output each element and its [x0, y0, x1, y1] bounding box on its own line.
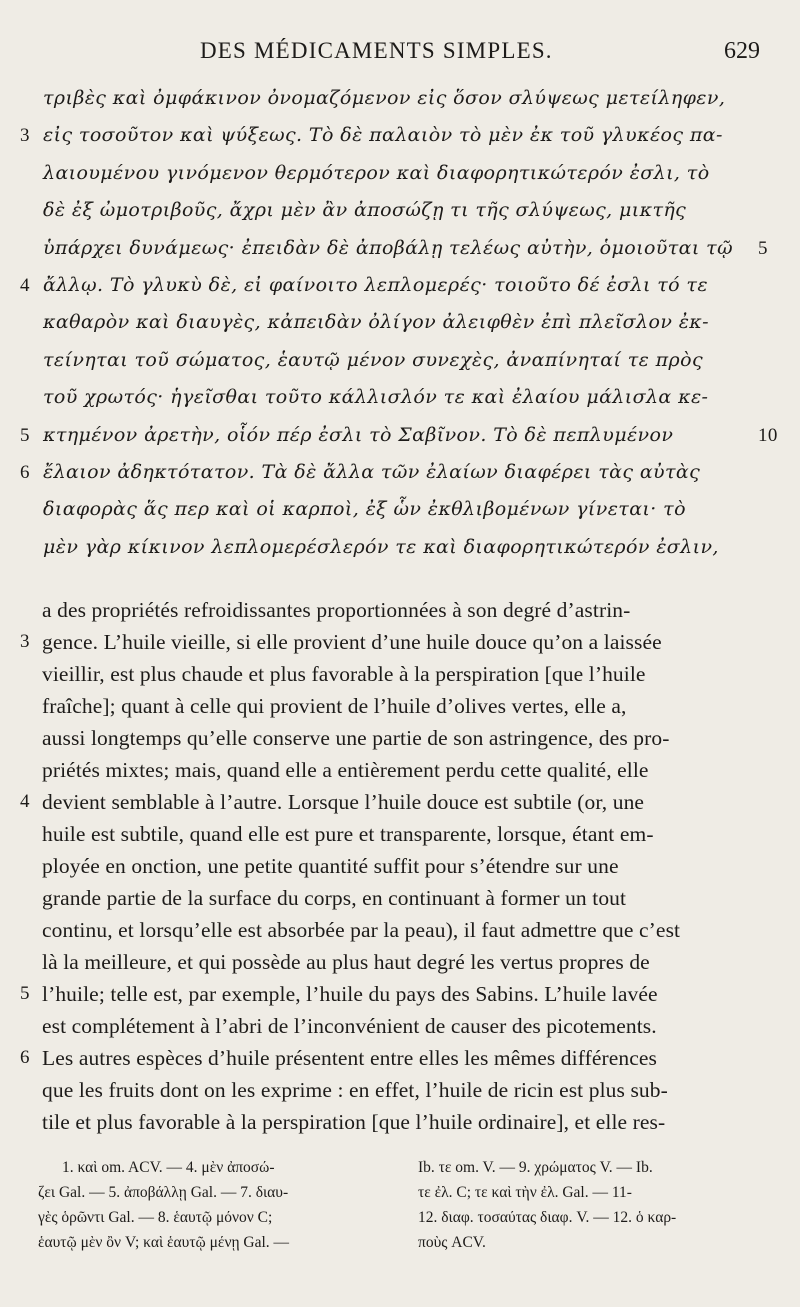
line-text: là la meilleure, et qui possède au plus haut degré les vertus propres de — [42, 950, 650, 974]
text-line — [20, 626, 770, 658]
line-text: τοῦ χρωτός· ἡγεῖσθαι τοῦτο κάλλισλόν τε καὶ ἐλαίου μάλισλα κε- — [43, 386, 709, 409]
footnote-line: ζει Gal. — 5. ἀποβάλλῃ Gal. — 7. διαυ- — [38, 1184, 289, 1201]
footnote-line: Ib. τε om. V. — 9. χρώματος V. — Ib. — [418, 1159, 653, 1176]
section-number: 3 — [20, 631, 30, 652]
text-line — [40, 818, 770, 850]
line-text: τείνηται τοῦ σώματος, ἑαυτῷ μένον συνεχὲς, ἀναπίνηταί τε πρὸς — [43, 348, 704, 371]
text-line — [40, 80, 770, 117]
line-count-number: 10 — [758, 424, 778, 446]
page-header — [200, 38, 760, 70]
text-line — [20, 786, 770, 818]
text-line — [20, 454, 770, 491]
line-text: ἄλλῳ. Τὸ γλυκὺ δὲ, εἰ φαίνοιτο λεπλομερές· τοιοῦτο δέ ἐσλι τό τε — [43, 273, 708, 296]
text-line — [40, 304, 770, 341]
text-line — [40, 155, 770, 192]
line-text: διαφορὰς ἅς περ καὶ οἱ καρποὶ, ἐξ ὧν ἐκθλιβομένων γίνεται· τὸ — [43, 498, 686, 521]
text-line — [40, 1010, 770, 1042]
section-number: 4 — [20, 791, 30, 812]
text-line — [40, 230, 770, 267]
line-text: καθαρὸν καὶ διαυγὲς, κἀπειδὰν ὀλίγον ἀλειφθὲν ἐπὶ πλεῖσλον ἐκ- — [43, 311, 709, 334]
line-text: μὲν γὰρ κίκινον λεπλομερέσλερόν τε καὶ διαφορητικώτερόν ἐσλιν, — [43, 535, 719, 558]
line-text: ὑπάρχει δυνάμεως· ἐπειδὰν δὲ ἀποβάλῃ τελέως αὐτὴν, ὁμοιοῦται τῷ — [43, 236, 733, 259]
footnote-line: ἑαυτῷ μὲν ὂν V; καὶ ἑαυτῷ μένῃ Gal. — — [38, 1234, 290, 1251]
footnote-line: τε ἐλ. C; τε καὶ τὴν ἐλ. Gal. — 11- — [418, 1184, 632, 1201]
footnotes-column-left — [38, 1155, 363, 1255]
line-text: huile est subtile, quand elle est pure et transparente, lorsque, étant em- — [42, 822, 654, 846]
line-text: fraîche]; quant à celle qui provient de l’huile d’olives vertes, elle a, — [42, 694, 627, 718]
section-number: 5 — [20, 983, 30, 1004]
text-line — [40, 342, 770, 379]
line-text: Les autres espèces d’huile présentent entre elles les mêmes différences — [42, 1046, 658, 1070]
line-text: κτημένον ἀρετὴν, οἷόν πέρ ἐσλι τὸ Σαβῖνον. Τὸ δὲ πεπλυμένον — [43, 423, 674, 446]
text-line — [40, 914, 770, 946]
text-line — [40, 1106, 770, 1138]
footnote-line: γὲς ὁρῶντι Gal. — 8. ἑαυτῷ μόνον C; — [38, 1209, 273, 1226]
text-line — [40, 594, 770, 626]
line-text: tile et plus favorable à la perspiration [que l’huile ordinaire], et elle res- — [42, 1110, 666, 1134]
french-translation — [20, 594, 770, 1138]
text-line — [20, 417, 778, 454]
line-text: devient semblable à l’autre. Lorsque l’huile douce est subtile (or, une — [42, 790, 645, 814]
line-text: continu, et lorsqu’elle est absorbée par la peau), il faut admettre que c’est — [42, 918, 681, 942]
text-line — [40, 491, 770, 528]
line-text: grande partie de la surface du corps, en continuant à former un tout — [42, 886, 627, 910]
line-text: a des propriétés refroidissantes proportionnées à son degré d’astrin- — [42, 598, 631, 622]
text-line — [40, 850, 770, 882]
greek-text — [20, 80, 778, 566]
footnote-line: 1. καὶ om. ACV. — 4. μὲν ἀποσώ- — [62, 1159, 275, 1176]
line-text: est complétement à l’abri de l’inconvénient de causer des picotements. — [42, 1014, 657, 1038]
line-text: l’huile; telle est, par exemple, l’huile du pays des Sabins. L’huile lavée — [42, 982, 658, 1006]
line-text: λαιουμένου γινόμενον θερμότερον καὶ διαφορητικώτερόν ἐσλι, τὸ — [43, 161, 710, 184]
section-number: 6 — [20, 1047, 30, 1068]
footnotes-column-right — [418, 1155, 758, 1255]
text-line — [20, 267, 770, 304]
line-count-number: 5 — [758, 237, 768, 259]
text-line — [40, 722, 770, 754]
line-text: εἰς τοσοῦτον καὶ ψύξεως. Τὸ δὲ παλαιὸν τὸ μὲν ἐκ τοῦ γλυκέος πα- — [43, 124, 723, 147]
text-line — [40, 946, 770, 978]
line-text: ployée en onction, une petite quantité suffit pour s’étendre sur une — [42, 854, 619, 878]
line-text: gence. L’huile vieille, si elle provient d’une huile douce qu’on a laissée — [42, 630, 662, 654]
text-line — [40, 754, 770, 786]
section-number: 4 — [20, 274, 30, 296]
section-number: 6 — [20, 461, 30, 483]
page-number: 629 — [724, 38, 760, 64]
text-line — [40, 192, 770, 229]
section-number: 5 — [20, 424, 30, 446]
text-line — [40, 882, 770, 914]
running-title: DES MÉDICAMENTS SIMPLES. — [200, 38, 553, 63]
line-text: aussi longtemps qu’elle conserve une partie de son astringence, des pro- — [42, 726, 670, 750]
section-number: 3 — [20, 125, 30, 147]
footnote-line: 12. διαφ. τοσαύτας διαφ. V. — 12. ὁ καρ- — [418, 1209, 677, 1226]
line-text: que les fruits dont on les exprime : en effet, l’huile de ricin est plus sub- — [42, 1078, 668, 1102]
text-line — [40, 690, 770, 722]
text-line — [20, 978, 770, 1010]
footnote-line: ποὺς ACV. — [418, 1234, 486, 1251]
line-text: ἔλαιον ἀδηκτότατον. Τὰ δὲ ἄλλα τῶν ἐλαίων διαφέρει τὰς αὐτὰς — [43, 460, 701, 483]
line-text: τριβὲς καὶ ὀμφάκινον ὀνομαζόμενον εἰς ὅσον σλύψεως μετείληφεν, — [43, 87, 726, 109]
text-line — [20, 117, 770, 154]
line-text: δὲ ἐξ ὠμοτριβοῦς, ἄχρι μὲν ἂν ἀποσώζῃ τι τῆς σλύψεως, μικτῆς — [43, 199, 687, 222]
text-line — [40, 529, 770, 566]
text-line — [20, 1042, 770, 1074]
text-line — [40, 1074, 770, 1106]
text-line — [40, 379, 770, 416]
line-text: vieillir, est plus chaude et plus favorable à la perspiration [que l’huile — [42, 662, 646, 686]
text-line — [40, 658, 770, 690]
line-text: priétés mixtes; mais, quand elle a entièrement perdu cette qualité, elle — [42, 758, 649, 782]
